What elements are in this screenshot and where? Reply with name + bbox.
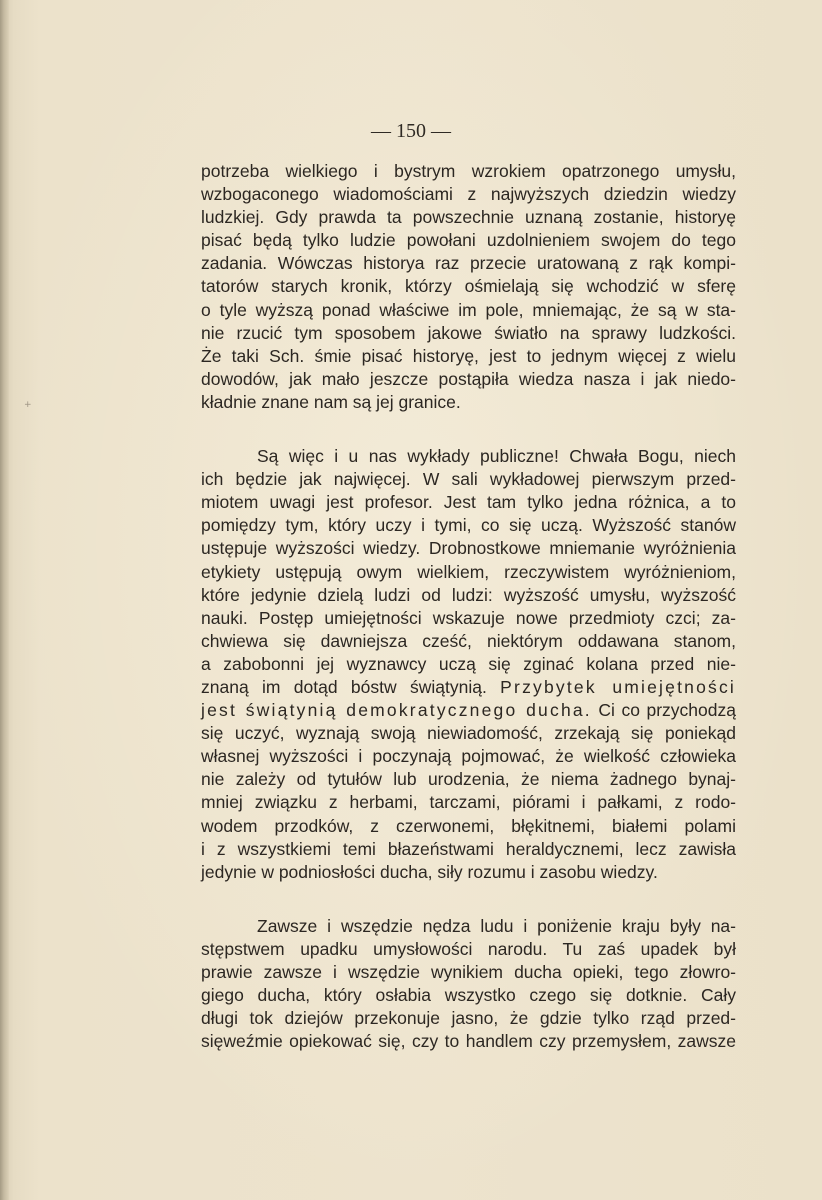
text-line: mniej związku z herbami, tarczami, piórami i pałkami, z rodo- (201, 792, 736, 813)
text-line: stępstwem upadku umysłowości narodu. Tu zaś upadek był (201, 938, 736, 959)
text-line: Zawsze i wszędzie nędza ludu i poniżenie kraju były na- (257, 915, 736, 936)
paragraph-3 (201, 915, 736, 1054)
text-line: i z wszystkiemi temi błazeństwami heraldycznemi, lecz zawisła (201, 838, 736, 859)
text-line-mixed (201, 699, 736, 722)
body-text (201, 160, 736, 1084)
text-line: się uczyć, wyznają swoją niewiadomość, zrzekają się poniekąd (201, 723, 736, 744)
spaced-emphasis: Przybytek umiejętności (500, 676, 736, 697)
text-line: które jedynie dzielą ludzi od ludzi: wyższość umysłu, wyższość (201, 584, 736, 605)
text-line: długi tok dziejów przekonuje jasno, że gdzie tylko rząd przed- (201, 1008, 736, 1029)
text-line: ustępuje wyższości wiedzy. Drobnostkowe mniemanie wyróżnienia (201, 538, 736, 559)
text-line: kładnie znane nam są jej granice. (201, 391, 461, 412)
text-line: ich będzie jak najwięcej. W sali wykładowej pierwszym przed- (201, 469, 736, 490)
text-line: miotem uwagi jest profesor. Jest tam tylko jedna różnica, a to (201, 492, 736, 513)
text-line: wodem przodków, z czerwonemi, błękitnemi, białemi polami (201, 815, 736, 836)
text-line: zadania. Wówczas historya raz przecie uratowaną z rąk kompi- (201, 253, 736, 274)
text-line: o tyle wyższą ponad właściwe im pole, mniemając, że są w sta- (201, 299, 736, 320)
text-line: pomiędzy tym, który uczy i tymi, co się uczą. Wyższość stanów (201, 515, 736, 536)
text-line: ludzkiej. Gdy prawda ta powszechnie uznaną zostanie, historyę (201, 207, 736, 228)
spaced-emphasis: jest świątynią demokratycznego ducha. (201, 700, 592, 721)
text-line: sięweźmie opiekować się, czy to handlem czy przemysłem, zawsze (201, 1031, 736, 1052)
text-line: Że taki Sch. śmie pisać historyę, jest to jednym więcej z wielu (201, 345, 736, 366)
margin-mark: + (24, 400, 32, 410)
text-line: własnej wyższości i poczynają pojmować, że wielkość człowieka (201, 746, 736, 767)
paragraph-2 (201, 445, 736, 884)
page-number: — 150 — (371, 120, 451, 142)
page-spine-edge (0, 0, 9, 1200)
text-line: nie rzucić tym sposobem jakowe światło na sprawy ludzkości. (201, 322, 736, 343)
text-line: potrzeba wielkiego i bystrym wzrokiem opatrzonego umysłu, (201, 161, 736, 181)
text-segment: znaną im dotąd bóstw świątynią. (201, 676, 487, 697)
paragraph-1 (201, 160, 736, 414)
text-segment: Ci co przychodzą (598, 700, 736, 721)
text-line: jedynie w podniosłości ducha, siły rozumu i zasobu wiedzy. (201, 861, 658, 882)
text-line-mixed (201, 676, 736, 699)
text-line: giego ducha, który osłabia wszystko czego się dotknie. Cały (201, 985, 736, 1006)
text-line: nauki. Postęp umiejętności wskazuje nowe przedmioty czci; za- (201, 607, 736, 628)
text-line: a zabobonni jej wyznawcy uczą się zginać kolana przed nie- (201, 653, 736, 674)
text-line: Są więc i u nas wykłady publiczne! Chwała Bogu, niech (257, 446, 736, 467)
text-line: prawie zawsze i wszędzie wynikiem ducha opieki, tego złowro- (201, 962, 736, 982)
text-line: tatorów starych kronik, którzy ośmielają się wchodzić w sferę (201, 276, 736, 297)
text-line: chwiewa się dawniejsza cześć, niektórym oddawana stanom, (201, 630, 736, 651)
text-line: nie zależy od tytułów lub urodzenia, że niema żadnego bynaj- (201, 769, 736, 790)
text-line: pisać będą tylko ludzie powołani uzdolnieniem swojem do tego (201, 230, 736, 251)
text-line: wzbogaconego wiadomościami z najwyższych dziedzin wiedzy (201, 184, 736, 205)
text-line: dowodów, jak mało jeszcze postąpiła wiedza nasza i jak niedo- (201, 368, 736, 389)
text-line: etykiety ustępują owym wielkiem, rzeczywistem wyróżnieniom, (201, 561, 736, 582)
